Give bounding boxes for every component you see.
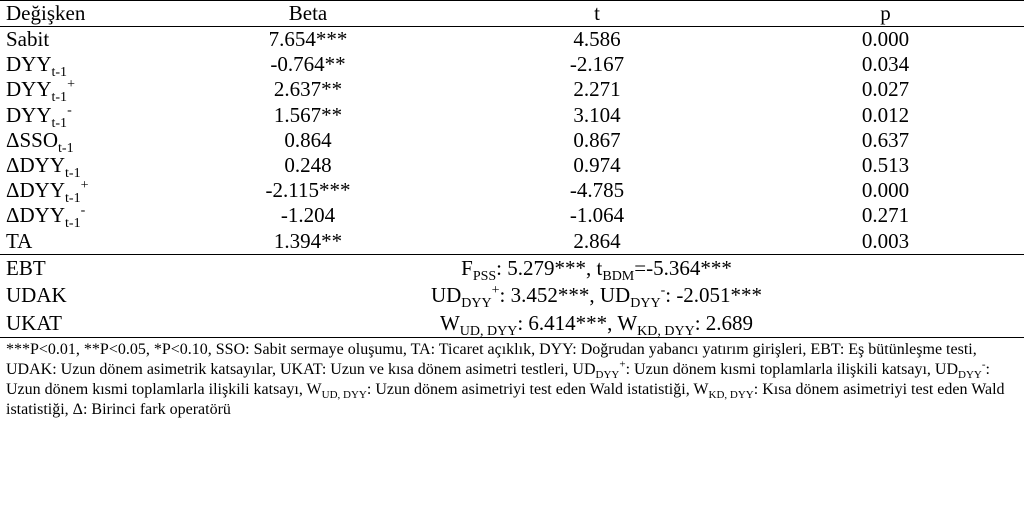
p-value: 0.012	[861, 102, 910, 127]
ukat-row	[0, 309, 1024, 337]
header-t: t	[447, 1, 747, 27]
header-variable: Değişken	[0, 1, 169, 27]
table-footnote: ***P<0.01, **P<0.05, *P<0.10, SSO: Sabit sermaye oluşumu, TA: Ticaret açıklık, DYY: Doğrudan yabancı yatırım girişleri, EBT: Eş bütünleşme testi, UDAK: Uzun dönem asimetrik katsayılar, UKAT: Uzun ve kısa dönem asimetri testleri, $UD_{DYY}^+$: Uzun dönem kısmi toplamlarla ilişkili katsayı, $UD_{DYY}^-$: Uzun dönem kısmi toplamlarla ilişkili katsayı, $W_{UD, DYY}$: Uzun dönem asimetriyi test eden Wald istatistiği, $W_{KD, DYY}$: Kısa dönem asimetriyi test eden Wald istatistiği, Δ: Birinci fark operatörü	[6, 340, 1005, 419]
t-value: 3.104	[573, 102, 621, 127]
t-value: 4.586	[573, 27, 621, 52]
coefficient-row	[0, 103, 1024, 128]
beta-value: 0.864	[284, 127, 332, 152]
t-value: 0.867	[573, 127, 621, 152]
variable-name: $DYY_{t-1}$	[6, 52, 68, 81]
footnote-row	[0, 337, 1024, 420]
t-value: -2.167	[569, 52, 625, 77]
p-value: 0.027	[861, 77, 910, 102]
coefficient-row	[0, 27, 1024, 53]
coefficient-row	[0, 128, 1024, 153]
variable-name: $\Delta SSO_{t-1}$	[6, 127, 74, 157]
coefficient-row	[0, 229, 1024, 255]
p-value: 0.003	[747, 229, 1024, 255]
t-value: -1.064	[569, 203, 625, 228]
p-value: 0.034	[861, 52, 910, 77]
ebt-label: EBT	[6, 255, 46, 280]
beta-value: 0.248	[284, 153, 332, 178]
coefficient-row	[0, 77, 1024, 102]
header-p: p	[747, 1, 1024, 27]
header-row	[0, 1, 1024, 27]
udak-label: UDAK	[6, 283, 67, 308]
ukat-label: UKAT	[0, 309, 169, 337]
beta-value: 1.567**	[273, 102, 343, 127]
coefficient-row	[0, 178, 1024, 203]
coefficient-row	[0, 52, 1024, 77]
beta-value: 1.394**	[169, 229, 447, 255]
udak-value: $UD_{DYY}^+$: 3.452***, $UD_{DYY}^-$: -2.051***	[430, 283, 763, 312]
coefficient-row	[0, 203, 1024, 228]
beta-value: -1.204	[280, 203, 336, 228]
ebt-row	[0, 254, 1024, 282]
ebt-value: $F_{PSS}$: 5.279***, $t_{BDM}=-5.364***$	[461, 255, 732, 285]
variable-name: $DYY_{t-1}^-$	[6, 102, 72, 131]
variable-name: $\Delta DYY_{t-1}^+$	[6, 178, 89, 207]
variable-name: Sabit	[6, 27, 50, 52]
p-value: 0.637	[861, 127, 910, 152]
variable-name: TA	[0, 229, 169, 255]
ukat-value: $W_{UD, DYY}$: 6.414***, $W_{KD, DYY}$: 2.689	[169, 309, 1024, 337]
beta-value: 2.637**	[273, 77, 343, 102]
p-value: 0.513	[861, 153, 910, 178]
variable-name: $\Delta DYY_{t-1}$	[6, 153, 81, 182]
variable-name: $DYY_{t-1}^+$	[6, 77, 75, 106]
p-value: 0.271	[861, 203, 910, 228]
beta-value: -2.115***	[265, 178, 351, 203]
header-beta: Beta	[169, 1, 447, 27]
t-value: -4.785	[569, 178, 625, 203]
udak-row	[0, 282, 1024, 309]
beta-value: -0.764**	[270, 52, 346, 77]
t-value: 2.271	[573, 77, 621, 102]
t-value: 0.974	[573, 153, 621, 178]
t-value: 2.864	[447, 229, 747, 255]
variable-name: $\Delta DYY_{t-1}^-$	[6, 203, 86, 232]
beta-value: 7.654***	[268, 27, 348, 52]
coefficient-row	[0, 153, 1024, 178]
p-value: 0.000	[861, 178, 910, 203]
p-value: 0.000	[861, 27, 910, 52]
